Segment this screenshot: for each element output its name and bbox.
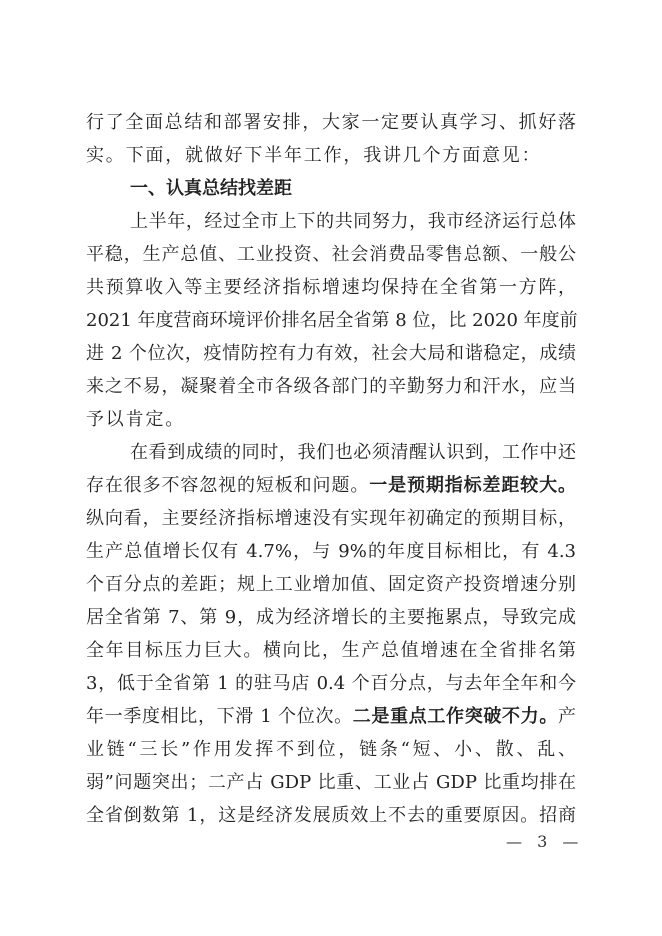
text-line (86, 601, 576, 634)
text-line (86, 205, 576, 238)
text-segment: 进 2 个位次，疫情防控有力有效，社会大局和谐稳定，成绩 (86, 343, 576, 364)
text-segment: 弱”问题突出；二产占 GDP 比重、工业占 GDP 比重均排在 (86, 772, 576, 793)
text-line (86, 535, 576, 568)
page-number: — 3 — (506, 832, 584, 851)
text-segment: 年一季度相比，下滑 1 个位次。 (86, 706, 353, 727)
text-line (86, 700, 576, 733)
text-segment: 居全省第 7、第 9，成为经济增长的主要拖累点，导致完成 (86, 607, 576, 628)
text-line (86, 733, 576, 766)
text-line (86, 337, 576, 370)
text-segment: 生产总值增长仅有 4.7%，与 9%的年度目标相比，有 4.3 (86, 541, 576, 562)
text-line (86, 568, 576, 601)
text-segment: 来之不易，凝聚着全市各级各部门的辛勤努力和汗水，应当 (86, 376, 576, 397)
text-segment: 业链“三长”作用发挥不到位，链条“短、小、散、乱、 (86, 739, 576, 760)
text-line (86, 436, 576, 469)
text-segment: 予以肯定。 (86, 409, 185, 430)
text-line (86, 766, 576, 799)
text-segment: 存在很多不容忽视的短板和问题。 (86, 475, 370, 496)
text-segment: 共预算收入等主要经济指标增速均保持在全省第一方阵， (86, 277, 576, 298)
document-body (86, 106, 576, 832)
text-segment: 3，低于全省第 1 的驻马店 0.4 个百分点，与去年全年和今 (86, 673, 576, 694)
text-line (86, 304, 576, 337)
text-line (86, 271, 576, 304)
text-line (86, 238, 576, 271)
text-segment: 个百分点的差距；规上工业增加值、固定资产投资增速分别 (86, 574, 576, 595)
text-line (86, 370, 576, 403)
text-line (86, 799, 576, 832)
text-segment: 行了全面总结和部署安排，大家一定要认真学习、抓好落 (86, 112, 576, 133)
text-segment: 实。下面，就做好下半年工作，我讲几个方面意见： (86, 145, 542, 166)
text-segment: 2021 年度营商环境评价排名居全省第 8 位，比 2020 年度前 (86, 310, 578, 331)
text-line (86, 106, 576, 139)
text-segment: 纵向看，主要经济指标增速没有实现年初确定的预期目标， (86, 508, 576, 529)
text-segment: 全省倒数第 1，这是经济发展质效上不去的重要原因。招商 (86, 805, 576, 826)
text-line (86, 502, 576, 535)
text-segment: 上半年，经过全市上下的共同努力，我市经济运行总体 (130, 211, 576, 232)
text-segment: 全年目标压力巨大。横向比，生产总值增速在全省排名第 (86, 640, 576, 661)
text-line (86, 634, 576, 667)
section-heading (86, 172, 576, 205)
text-line (86, 469, 576, 502)
bold-text: 一、认真总结找差距 (130, 178, 292, 199)
text-line (86, 139, 576, 172)
text-line (86, 403, 576, 436)
bold-text: 二是重点工作突破不力。 (352, 706, 558, 727)
text-segment: 在看到成绩的同时，我们也必须清醒认识到，工作中还 (130, 442, 576, 463)
text-segment: 平稳，生产总值、工业投资、社会消费品零售总额、一般公 (86, 244, 576, 265)
bold-text: 一是预期指标差距较大。 (369, 475, 577, 496)
text-line (86, 667, 576, 700)
text-segment: 产 (558, 706, 576, 727)
